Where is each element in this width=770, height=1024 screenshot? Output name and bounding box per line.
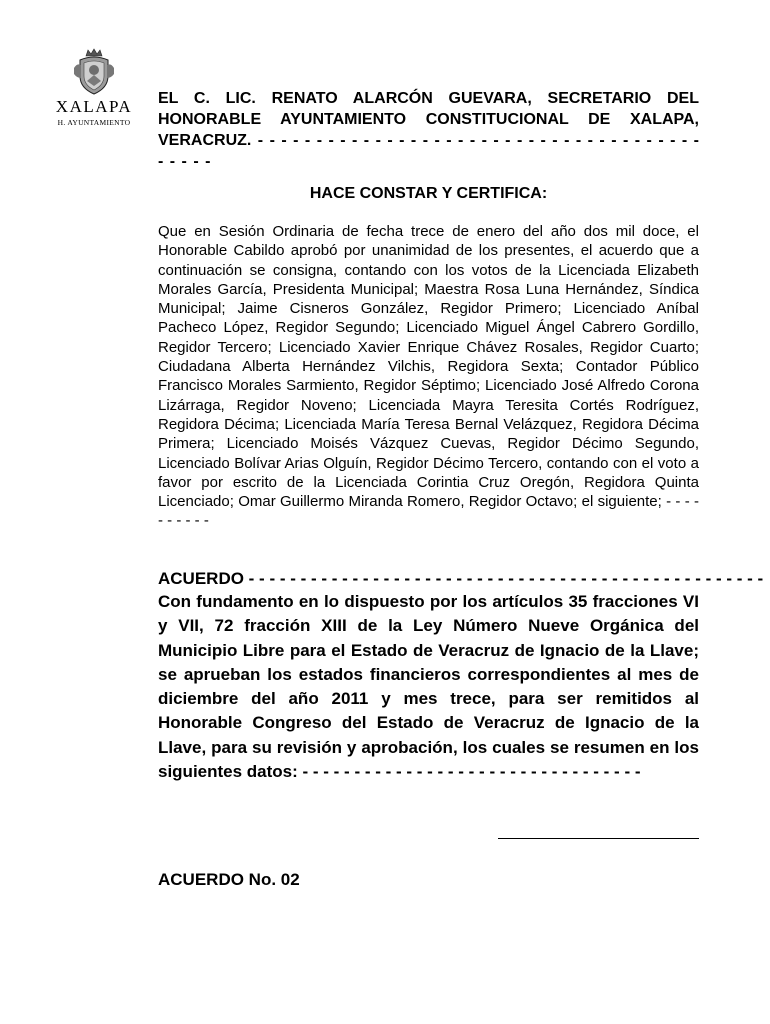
municipal-logo: [48, 48, 140, 134]
acuerdo-paragraph: Con fundamento en lo dispuesto por los artículos 35 fracciones VI y VII, 72 fracción XIII de la Ley Número Nueve Orgánica del Municipio Libre para el Estado de Veracruz de Ignacio de la Llave; se aprueban los estados financieros correspondientes al mes de diciembre del año 2011 y mes trece, para ser remitidos al Honorable Congreso del Estado de Veracruz de Ignacio de la Llave, para su revisión y aprobación, los cuales se resumen en los siguientes datos: - - - - - - - - - - - - - - - - - - - - - - - - - - - - - - - - -: [158, 592, 699, 782]
document-title: HACE CONSTAR Y CERTIFICA:: [309, 185, 548, 202]
session-paragraph: Que en Sesión Ordinaria de fecha trece de enero del año dos mil doce, el Honorable Cabildo aprobó por unanimidad de los presentes, el acuerdo que a continuación se consigna, contando con los votos de la Licenciada Elizabeth Morales García, Presidenta Municipal; Maestra Rosa Luna Hernández, Síndica Municipal; Jaime Cisneros González, Regidor Primero; Licenciado Aníbal Pacheco López, Regidor Segundo; Licenciado Miguel Ángel Cabrero Gordillo, Regidor Tercero; Licenciado Xavier Enrique Chávez Rosales, Regidor Cuarto; Ciudadana Alberta Hernández Vilchis, Regidora Sexta; Contador Público Francisco Morales Sarmiento, Regidor Séptimo; Licenciado José Alfredo Corona Lizárraga, Regidor Noveno; Licenciada Mayra Teresita Cortés Rodríguez, Regidora Décima; Licenciada María Teresa Bernal Velázquez, Regidora Décima Primera; Licenciado Moisés Vázquez Cuevas, Regidor Décimo Segundo, Licenciado Bolívar Arias Olguín, Regidor Décimo Tercero, contando con el voto a favor por escrito de la Licenciada Corintia Cruz Oregón, Regidora Quinta Licenciado; Omar Guillermo Miranda Romero, Regidor Octavo; el siguiente; - - - - - - - - - -: [158, 223, 699, 530]
logo-subtitle: H. AYUNTAMIENTO: [57, 118, 131, 127]
signature-line: [498, 838, 699, 839]
coat-of-arms-icon: [70, 48, 118, 96]
document-header: EL C. LIC. RENATO ALARCÓN GUEVARA, SECRETARIO DEL HONORABLE AYUNTAMIENTO CONSTITUCIONAL DE XALAPA, VERACRUZ. - - - - - - - - - - - - - - - - - - - - - - - - - - - - - - - - - - - - - - - - - - -: [158, 90, 699, 170]
logo-wordmark: XALAPA: [55, 97, 133, 116]
acuerdo-heading: ACUERDO - - - - - - - - - - - - - - - - - - - - - - - - - - - - - - - - - - - - - - - - - - - - - - - - - -: [158, 569, 764, 588]
acuerdo-number: ACUERDO No. 02: [158, 870, 300, 889]
